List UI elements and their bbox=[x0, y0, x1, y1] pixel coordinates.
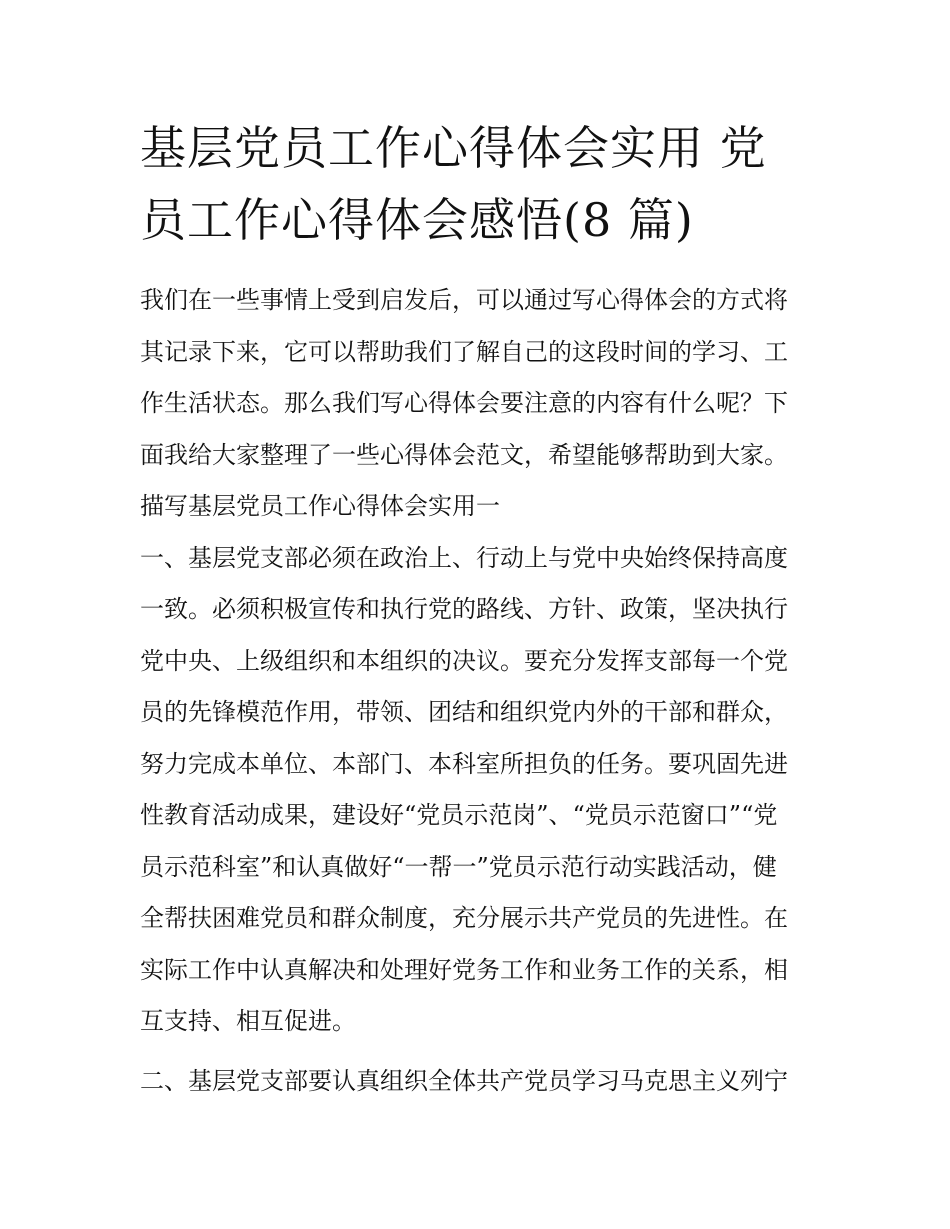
text-line: 一致。必须积极宣传和执行党的路线、方针、政策，坚决执行 bbox=[140, 595, 788, 623]
text-line: 员的先锋模范作用，带领、团结和组织党内外的干部和群众， bbox=[140, 698, 788, 726]
title-line: 员工作心得体会感悟(8 篇) bbox=[140, 193, 694, 247]
text-line: 实际工作中认真解决和处理好党务工作和业务工作的关系，相 bbox=[140, 955, 788, 984]
text-line: 努力完成本单位、本部门、本科室所担负的任务。要巩固先进 bbox=[140, 749, 788, 778]
text-line: 作生活状态。那么我们写心得体会要注意的内容有什么呢？下 bbox=[140, 389, 788, 417]
paragraph-one bbox=[140, 533, 820, 1048]
text-line: 全帮扶困难党员和群众制度，充分展示共产党员的先进性。在 bbox=[140, 904, 788, 932]
text-line: 一、基层党支部必须在政治上、行动上与党中央始终保持高度 bbox=[140, 543, 788, 572]
text-line: 性教育活动成果，建设好“党员示范岗”、“党员示范窗口”“党 bbox=[140, 801, 778, 829]
text-line: 我们在一些事情上受到启发后，可以通过写心得体会的方式将 bbox=[140, 286, 788, 314]
text-line: 面我给大家整理了一些心得体会范文，希望能够帮助到大家。 bbox=[140, 440, 788, 469]
text-line: 员示范科室”和认真做好“一帮一”党员示范行动实践活动，健 bbox=[140, 852, 777, 881]
text-line: 二、基层党支部要认真组织全体共产党员学习马克思主义列宁 bbox=[140, 1066, 788, 1095]
intro-paragraph bbox=[140, 275, 820, 481]
title-line: 基层党员工作心得体会实用 党 bbox=[140, 121, 767, 175]
document-body bbox=[140, 275, 820, 1107]
section-heading: 描写基层党员工作心得体会实用一 bbox=[140, 492, 500, 520]
text-line: 党中央、上级组织和本组织的决议。要充分发挥支部每一个党 bbox=[140, 646, 788, 675]
paragraph-spacing bbox=[140, 1048, 820, 1056]
paragraph-two bbox=[140, 1056, 820, 1108]
text-line: 其记录下来，它可以帮助我们了解自己的这段时间的学习、工 bbox=[140, 337, 788, 366]
text-line: 互支持、相互促进。 bbox=[140, 1007, 356, 1035]
document-title bbox=[140, 112, 820, 256]
